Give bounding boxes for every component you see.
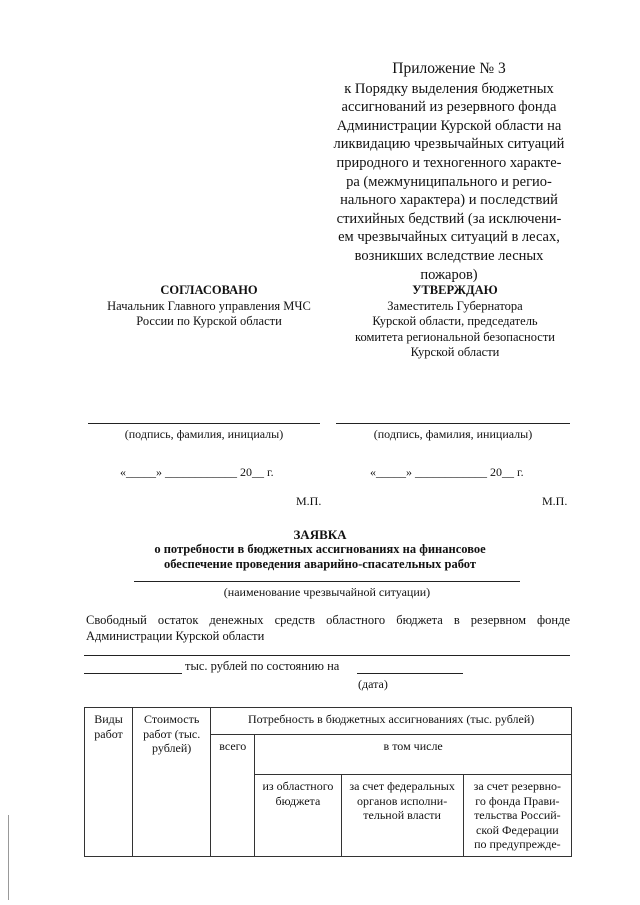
appendix-line: ем чрезвычайных ситуаций в лесах, bbox=[338, 229, 560, 246]
header-cell-reserve: за счет резервно- го фонда Прави- тельства Россий- ской Федерации по предупрежде- bbox=[463, 775, 571, 857]
date-line-left: «_____» ____________ 20__ г. bbox=[120, 465, 274, 479]
appendix-line: пожаров) bbox=[420, 266, 478, 283]
date-caption: (дата) bbox=[358, 677, 388, 691]
header-cell-including: в том числе bbox=[255, 735, 572, 775]
header-cell-federal: за счет федеральных органов исполни- тельной власти bbox=[341, 775, 463, 857]
agreed-line: России по Курской области bbox=[136, 314, 282, 329]
reserve-paragraph-line2: Администрации Курской области bbox=[86, 629, 265, 643]
signature-caption-left: (подпись, фамилия, инициалы) bbox=[124, 427, 284, 441]
amount-text: тыс. рублей по состоянию на bbox=[185, 659, 340, 673]
stamp-right: М.П. bbox=[542, 494, 568, 508]
signature-line-left bbox=[88, 423, 320, 424]
appendix-line: ра (межмуниципального и регио- bbox=[346, 173, 552, 190]
appendix-line: ликвидацию чрезвычайных ситуаций bbox=[333, 136, 565, 153]
signature-line-right bbox=[336, 423, 570, 424]
header-cell-regional: из областного бюджета bbox=[255, 775, 341, 857]
appendix-line: Администрации Курской области на bbox=[336, 117, 562, 134]
request-title: ЗАЯВКА bbox=[293, 527, 347, 542]
scan-edge-line bbox=[8, 815, 9, 900]
approved-block bbox=[330, 283, 580, 361]
approved-line: Заместитель Губернатора bbox=[387, 298, 523, 313]
header-cell-total: всего bbox=[211, 735, 255, 857]
appendix-line: ассигнований из резервного фонда bbox=[341, 99, 557, 116]
request-subtitle bbox=[60, 542, 580, 573]
approved-line: Курской области bbox=[410, 345, 500, 360]
stamp-left: М.П. bbox=[296, 494, 322, 508]
approved-line: комитета региональной безопасности bbox=[355, 329, 555, 344]
reserve-paragraph-line1: Свободный остаток денежных средств областного бюджета в резервном фонде bbox=[86, 613, 570, 627]
appendix-block bbox=[328, 60, 570, 284]
amount-full-line bbox=[84, 655, 570, 656]
request-subtitle-line: обеспечение проведения аварийно-спасательных работ bbox=[163, 557, 477, 572]
request-subtitle-line: о потребности в бюджетных ассигнованиях на финансовое bbox=[154, 542, 486, 556]
emergency-name-line bbox=[134, 581, 520, 582]
agreed-heading: СОГЛАСОВАНО bbox=[160, 283, 258, 297]
approved-heading: УТВЕРЖДАЮ bbox=[412, 283, 498, 297]
date-line-right: «_____» ____________ 20__ г. bbox=[370, 465, 524, 479]
emergency-caption: (наименование чрезвычайной ситуации) bbox=[223, 585, 431, 599]
appendix-line: природного и техногенного характе- bbox=[336, 154, 562, 171]
header-cell-types: Виды работ bbox=[85, 708, 133, 857]
amount-value-line bbox=[84, 673, 182, 674]
agreed-block bbox=[86, 283, 332, 330]
header-cell-need: Потребность в бюджетных ассигнованиях (тыс. рублей) bbox=[211, 708, 572, 735]
header-cell-cost: Стоимость работ (тыс. рублей) bbox=[133, 708, 211, 857]
signature-caption-right: (подпись, фамилия, инициалы) bbox=[373, 427, 533, 441]
agreed-line: Начальник Главного управления МЧС bbox=[107, 298, 311, 313]
appendix-line: возникших вследствие лесных bbox=[354, 247, 544, 264]
table-row bbox=[85, 708, 572, 735]
appendix-line: стихийных бедствий (за исключени- bbox=[336, 210, 562, 227]
amount-date-line bbox=[357, 673, 463, 674]
needs-table bbox=[84, 707, 572, 857]
appendix-number: Приложение № 3 bbox=[392, 60, 506, 77]
appendix-line: к Порядку выделения бюджетных bbox=[344, 80, 554, 97]
approved-line: Курской области, председатель bbox=[372, 314, 538, 329]
appendix-line: нального характера) и последствий bbox=[340, 192, 558, 209]
